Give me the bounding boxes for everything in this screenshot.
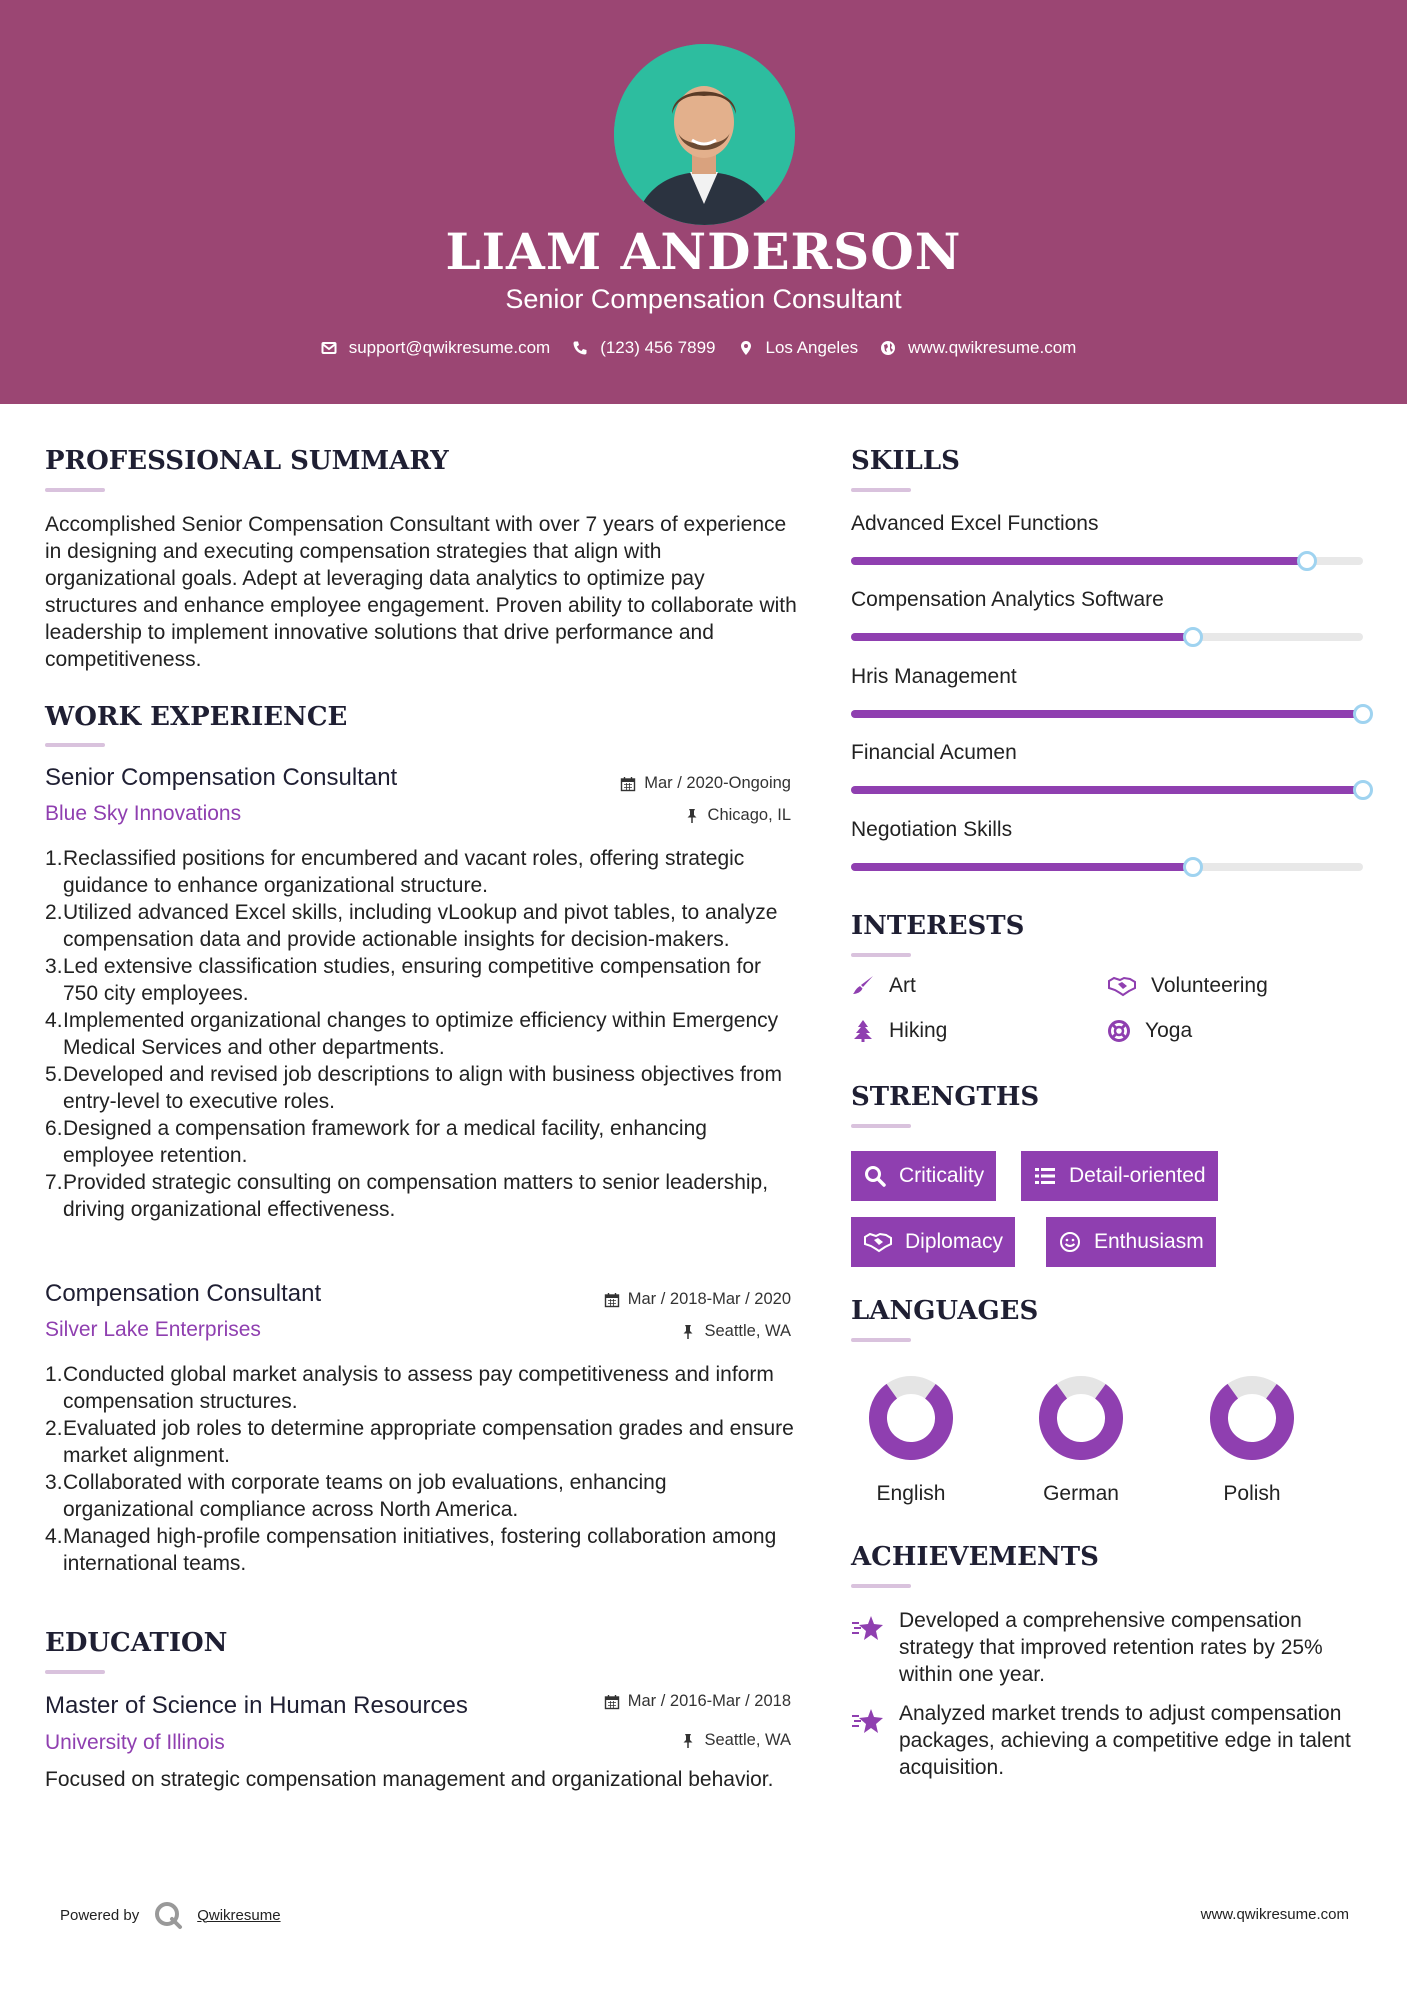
footer-website[interactable]: www.qwikresume.com [1200,1906,1349,1923]
experience-heading: WORK EXPERIENCE [45,702,348,732]
job-title: Senior Compensation Consultant [45,764,398,791]
website-text: www.qwikresume.com [908,338,1077,357]
language-item [851,1376,971,1506]
star-icon [851,1613,885,1643]
education-location [480,1731,791,1750]
interests-heading: INTERESTS [851,911,1025,941]
calendar-icon [604,1292,620,1308]
search-icon [863,1164,887,1188]
powered-by-text: Powered by [60,1906,140,1924]
language-donut [1039,1376,1123,1460]
job-location [480,806,791,825]
strength-chip [851,1217,1015,1267]
strengths-underline [851,1124,911,1128]
qwikresume-logo-icon [153,1900,183,1930]
footer-powered-by [60,1900,281,1930]
job-date-text: Mar / 2018-Mar / 2020 [627,1290,791,1308]
summary-underline [45,488,105,492]
job-location-text: Seattle, WA [704,1322,791,1340]
email-text: support@qwikresume.com [348,338,551,357]
strength-chip [1021,1151,1218,1201]
experience-underline [45,743,105,747]
handshake-icon [1107,974,1137,998]
contact-location [738,338,859,358]
strength-label: Enthusiasm [1094,1230,1204,1253]
languages-heading: LANGUAGES [851,1296,1039,1326]
strength-label: Criticality [899,1164,985,1187]
profile-photo [614,44,795,225]
list-item: Evaluated job roles to determine appropriate compensation grades and ensure market alignment. [63,1417,794,1467]
lifebuoy-icon [1107,1019,1131,1043]
skill-bar-fill [851,786,1363,794]
education-underline [45,1670,105,1674]
language-donut [1210,1376,1294,1460]
interest-item [851,974,916,998]
job-location-text: Chicago, IL [707,806,791,824]
education-heading: EDUCATION [45,1628,228,1658]
skill-bar-fill [851,710,1363,718]
interest-label: Volunteering [1151,974,1268,997]
list-icon [1033,1164,1057,1188]
skill-bar-knob [1183,857,1203,877]
phone-text: (123) 456 7899 [600,338,716,357]
contact-row [0,338,1407,358]
achievement-text: Developed a comprehensive compensation strategy that improved retention rates by 25% within one year. [899,1609,1323,1686]
company-name: Silver Lake Enterprises [45,1318,261,1341]
list-item: Led extensive classification studies, ensuring competitive compensation for 750 city employees. [63,955,762,1005]
summary-heading: PROFESSIONAL SUMMARY [45,446,449,476]
skills-heading: SKILLS [851,446,960,476]
skill-bar-fill [851,863,1193,871]
skill-bar-knob [1297,551,1317,571]
interest-item [1107,974,1268,998]
education-description: Focused on strategic compensation management and organizational behavior. [45,1768,774,1791]
interest-label: Yoga [1145,1019,1193,1042]
skill-bar [851,557,1363,565]
skill-bar-fill [851,633,1193,641]
achievement-text: Analyzed market trends to adjust compensation packages, achieving a competitive edge in talent acquisition. [899,1702,1351,1779]
map-pin-icon [738,340,754,356]
list-item: Conducted global market analysis to assess pay competitiveness and inform compensation structures. [63,1363,774,1413]
skill-bar-knob [1353,780,1373,800]
degree-title: Master of Science in Human Resources [45,1692,468,1719]
strength-chip [851,1151,996,1201]
list-item: Utilized advanced Excel skills, including vLookup and pivot tables, to analyze compensation data and provide actionable insights for decision-makers. [63,901,778,951]
contact-email[interactable] [321,338,551,358]
achievement-item [851,1607,1359,1688]
job-date-text: Mar / 2020-Ongoing [644,774,791,792]
phone-icon [572,340,588,356]
brand-link[interactable]: Qwikresume [197,1906,281,1924]
calendar-icon [620,776,636,792]
star-icon [851,1706,885,1736]
person-portrait-icon [614,44,795,225]
pushpin-icon [680,1733,696,1749]
contact-phone[interactable] [572,338,715,358]
language-name: German [1043,1482,1119,1505]
handshake-icon [863,1230,893,1254]
job-bullet-list [45,1361,797,1577]
skill-bar-knob [1353,704,1373,724]
interest-item [1107,1019,1192,1043]
education-date-text: Mar / 2016-Mar / 2018 [627,1692,791,1710]
candidate-name: LIAM ANDERSON [445,222,962,281]
skill-label: Negotiation Skills [851,818,1013,841]
skills-underline [851,488,911,492]
skill-bar-knob [1183,627,1203,647]
list-item: Provided strategic consulting on compensation matters to senior leadership, driving organizational effectiveness. [63,1171,769,1221]
candidate-title: Senior Compensation Consultant [505,284,902,314]
skill-label: Financial Acumen [851,741,1017,764]
list-item: Managed high-profile compensation initiatives, fostering collaboration among international teams. [63,1525,777,1575]
school-name: University of Illinois [45,1731,225,1754]
interest-label: Art [889,974,916,997]
skill-bar [851,633,1363,641]
company-name: Blue Sky Innovations [45,802,242,825]
contact-website[interactable] [880,338,1076,358]
language-name: Polish [1223,1482,1281,1505]
list-item: Reclassified positions for encumbered and vacant roles, offering strategic guidance to enhance organizational structure. [63,847,745,897]
achievement-item [851,1700,1359,1781]
skill-label: Hris Management [851,665,1017,688]
list-item: Collaborated with corporate teams on job evaluations, enhancing organizational compliance across North America. [63,1471,667,1521]
job-location [480,1322,791,1341]
envelope-icon [321,340,337,356]
list-item: Implemented organizational changes to optimize efficiency within Emergency Medical Services and other departments. [63,1009,779,1059]
job-title: Compensation Consultant [45,1280,322,1307]
list-item: Designed a compensation framework for a medical facility, enhancing employee retention. [63,1117,707,1167]
location-text: Los Angeles [765,338,859,357]
smile-icon [1058,1230,1082,1254]
languages-underline [851,1338,911,1342]
skill-bar [851,863,1363,871]
language-donut [869,1376,953,1460]
strength-label: Diplomacy [905,1230,1004,1253]
skill-bar-fill [851,557,1307,565]
strengths-heading: STRENGTHS [851,1082,1040,1112]
tree-icon [851,1019,875,1043]
pushpin-icon [680,1324,696,1340]
skill-label: Compensation Analytics Software [851,588,1164,611]
interest-label: Hiking [889,1019,948,1042]
job-date [480,1290,791,1309]
language-name: English [876,1482,946,1505]
header-banner [0,0,1407,404]
calendar-icon [604,1694,620,1710]
language-item [1192,1376,1312,1506]
education-location-text: Seattle, WA [704,1731,791,1749]
skill-bar [851,786,1363,794]
achievements-heading: ACHIEVEMENTS [851,1542,1099,1572]
skill-bar [851,710,1363,718]
interest-item [851,1019,947,1043]
globe-icon [880,340,896,356]
paintbrush-icon [851,974,875,998]
strength-chip [1046,1217,1216,1267]
education-date [480,1692,791,1711]
strength-label: Detail-oriented [1069,1164,1206,1187]
pushpin-icon [684,808,700,824]
summary-text: Accomplished Senior Compensation Consultant with over 7 years of experience in designing and executing compensation strategies that align with organizational goals. Adept at leveraging data analytics to optimize pay structures and enhance employee engagement. Proven ability to collaborate with leadership to implement innovative solutions that drive performance and competitiveness. [45,513,797,671]
interests-underline [851,953,911,957]
job-date [480,774,791,793]
job-bullet-list [45,845,797,1223]
achievements-underline [851,1584,911,1588]
skill-label: Advanced Excel Functions [851,512,1099,535]
language-item [1021,1376,1141,1506]
list-item: Developed and revised job descriptions to align with business objectives from entry-level to executive roles. [63,1063,783,1113]
